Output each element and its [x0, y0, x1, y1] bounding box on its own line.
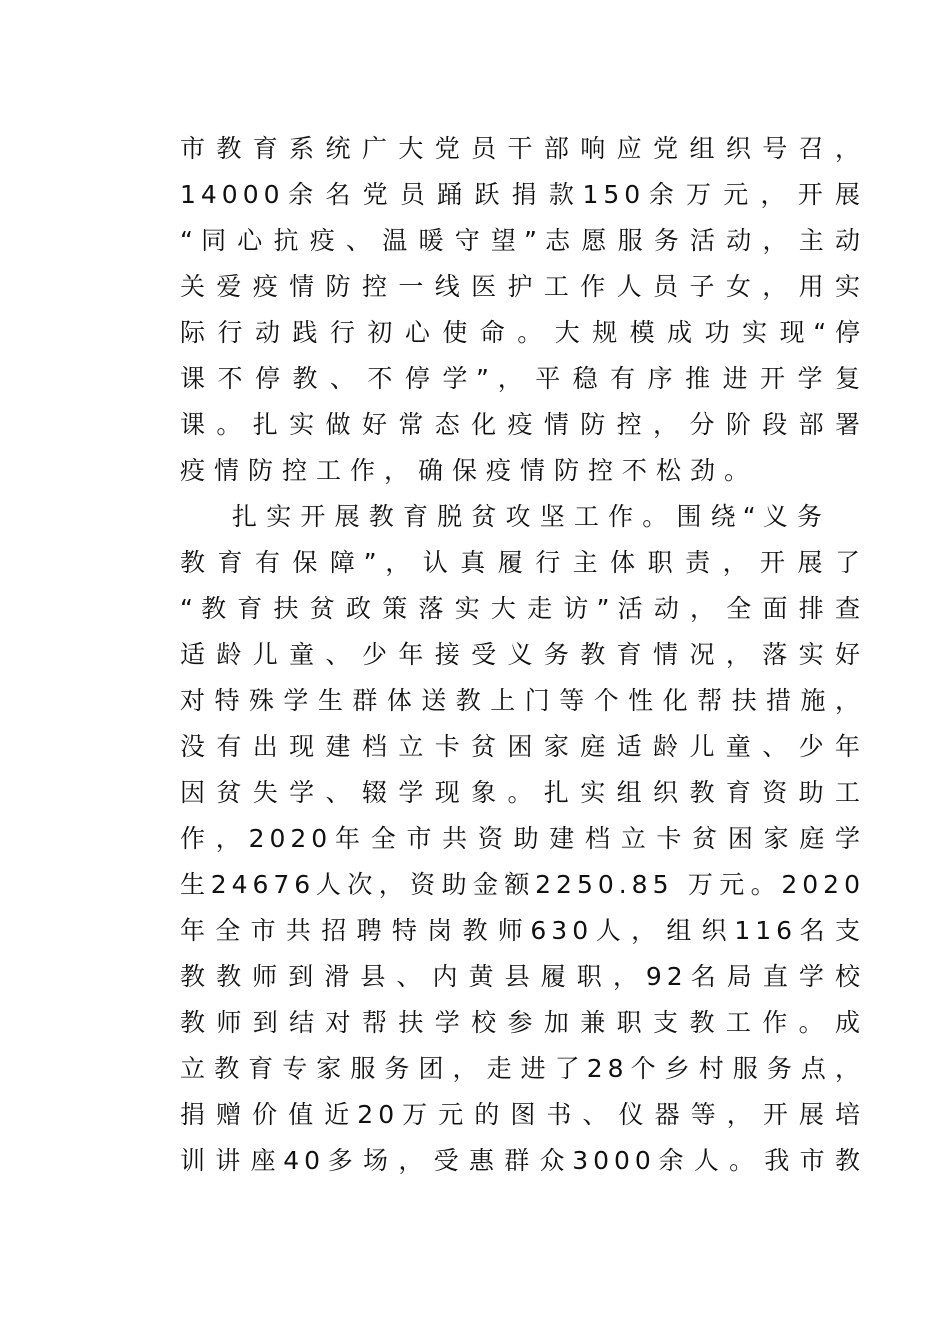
text-line: 作 ， 2 0 2 0 年 全 市 共 资 助 建 档 立 卡 贫 困 家 庭 学 [180, 824, 860, 853]
text-line: 疫情防控工作，确保疫情防控不松劲。 [180, 456, 759, 485]
text-line: 关 爱 疫 情 防 控 一 线 医 护 工 作 人 员 子 女 ， 用 实 [180, 272, 860, 301]
text-line: “ 同 心 抗 疫 、 温 暖 守 望 ” 志 愿 服 务 活 动 ， 主 动 [180, 226, 860, 255]
text-line: 因 贫 失 学 、 辍 学 现 象 。 扎 实 组 织 教 育 资 助 工 [180, 778, 860, 807]
text-line: 训 讲 座 4 0 多 场 ， 受 惠 群 众 3 0 0 0 余 人 。 我 市 教 [180, 1146, 860, 1175]
text-line: 立 教 育 专 家 服 务 团 ， 走 进 了 2 8 个 乡 村 服 务 点 ， [180, 1054, 860, 1083]
text-line: 课 。 扎 实 做 好 常 态 化 疫 情 防 控 ， 分 阶 段 部 署 [180, 410, 860, 439]
text-line: 教 师 到 结 对 帮 扶 学 校 参 加 兼 职 支 教 工 作 。 成 [180, 1008, 860, 1037]
text-line: 捐 赠 价 值 近 2 0 万 元 的 图 书 、 仪 器 等 ， 开 展 培 [180, 1100, 860, 1129]
text-line: “ 教 育 扶 贫 政 策 落 实 大 走 访 ” 活 动 ， 全 面 排 查 [180, 594, 860, 623]
text-line: 年 全 市 共 招 聘 特 岗 教 师 6 3 0 人 ， 组 织 1 1 6 名 支 [180, 916, 860, 945]
text-line: 对 特 殊 学 生 群 体 送 教 上 门 等 个 性 化 帮 扶 措 施 ， [180, 686, 860, 715]
text-line: 没 有 出 现 建 档 立 卡 贫 困 家 庭 适 龄 儿 童 、 少 年 [180, 732, 860, 761]
text-line: 市 教 育 系 统 广 大 党 员 干 部 响 应 党 组 织 号 召 ， [180, 134, 860, 163]
text-line: 生 2 4 6 7 6 人 次 ， 资 助 金 额 2 2 5 0 . 8 5 万 元 。 2 0 2 0 [180, 870, 860, 899]
text-line: 课 不 停 教 、 不 停 学 ” ， 平 稳 有 序 推 进 开 学 复 [180, 364, 860, 393]
text-line: 适 龄 儿 童 、 少 年 接 受 义 务 教 育 情 况 ， 落 实 好 [180, 640, 860, 669]
text-line: 际 行 动 践 行 初 心 使 命 。 大 规 模 成 功 实 现 “ 停 [180, 318, 860, 347]
text-line: 1 4 0 0 0 余 名 党 员 踊 跃 捐 款 1 5 0 余 万 元 ， 开 展 [180, 180, 860, 209]
text-line: 教 教 师 到 滑 县 、 内 黄 县 履 职 ， 9 2 名 局 直 学 校 [180, 962, 860, 991]
text-line: 扎 实 开 展 教 育 脱 贫 攻 坚 工 作 。 围 绕 “ 义 务 [232, 502, 822, 531]
text-line: 教 育 有 保 障 ” ， 认 真 履 行 主 体 职 责 ， 开 展 了 [180, 548, 860, 577]
